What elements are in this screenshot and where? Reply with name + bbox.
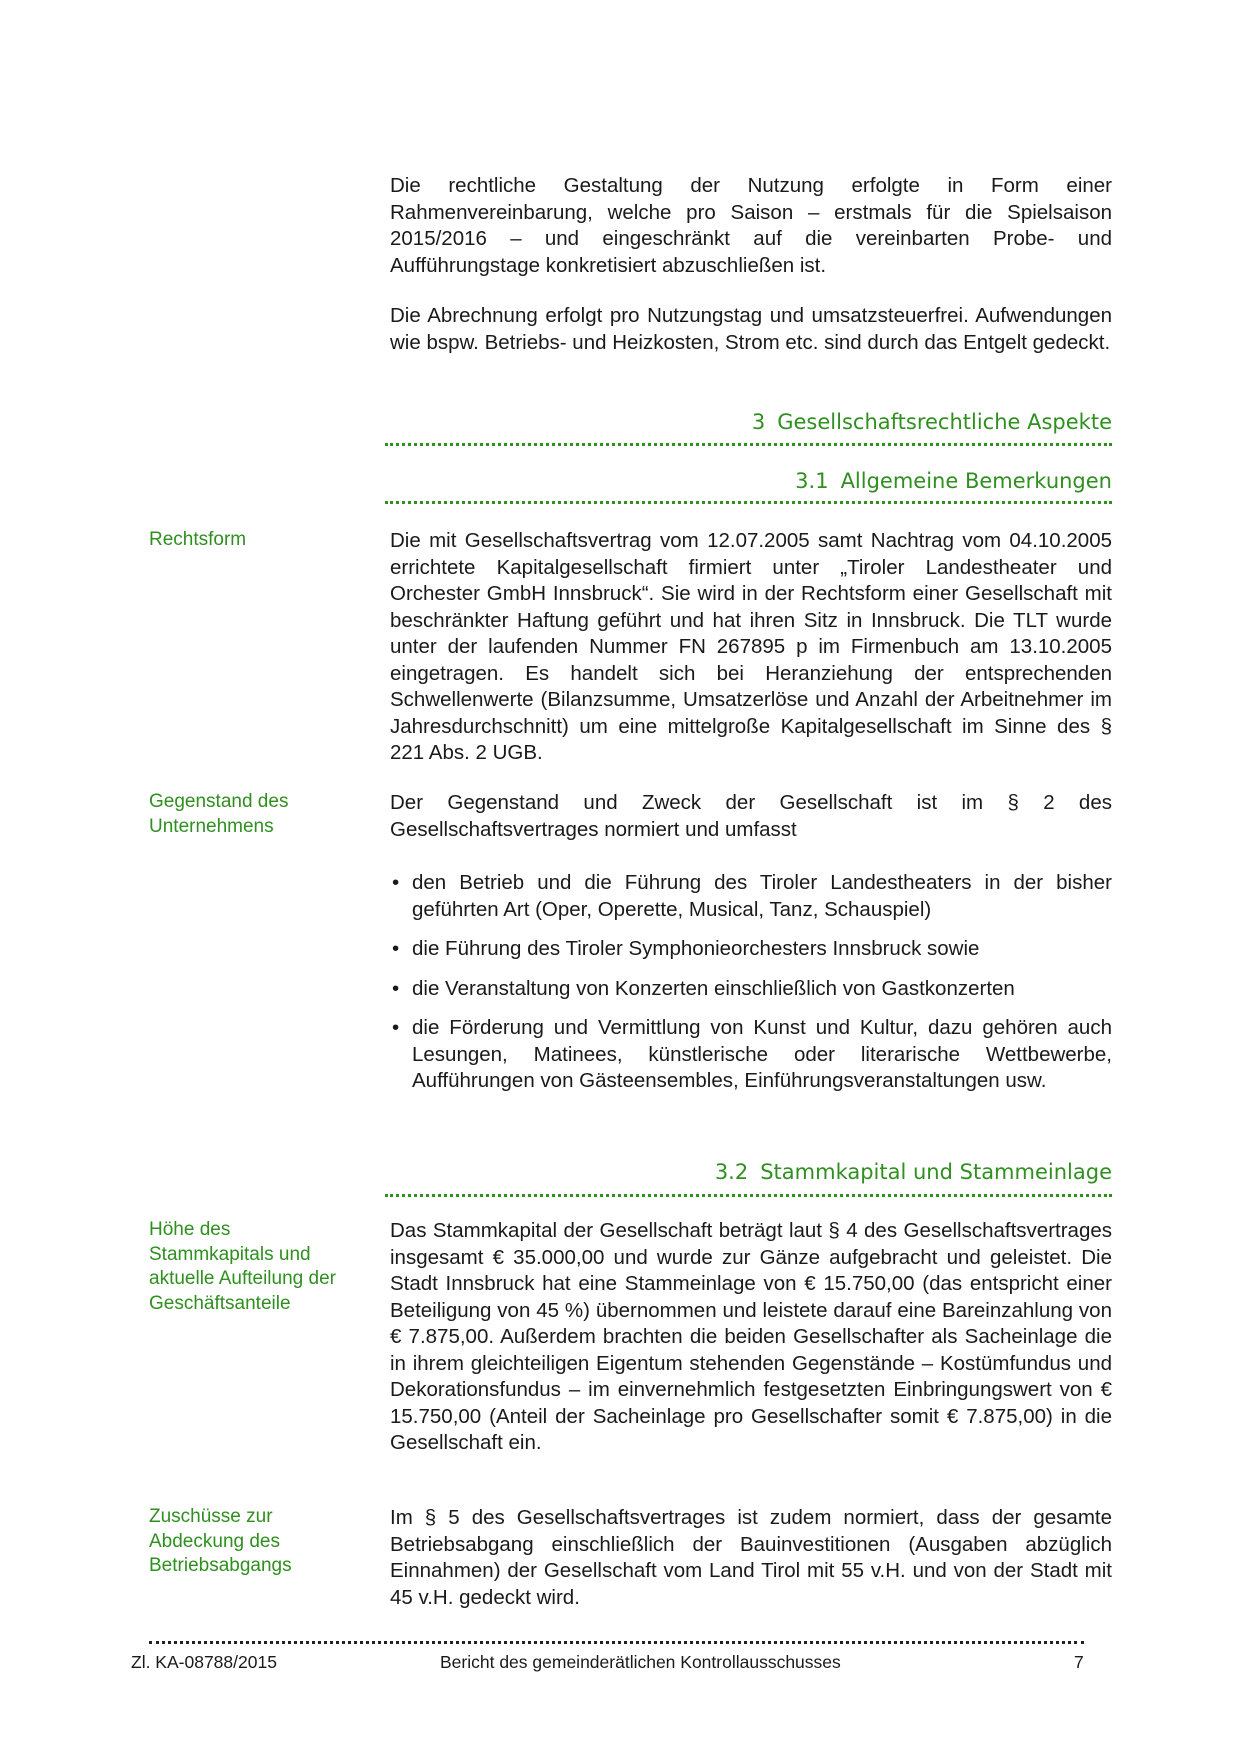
paragraph-abrechnung: Die Abrechnung erfolgt pro Nutzungstag und umsatzsteuerfrei. Aufwendungen wie bspw. Betriebs- und Heizkosten, Strom etc. sind durch das Entgelt gedeckt. <box>390 304 1112 354</box>
paragraph-stammkapital: Das Stammkapital der Gesellschaft beträgt laut § 4 des Gesellschaftsvertrages insgesamt € 35.000,00 und wurde zur Gänze aufgebracht und geleistet. Die Stadt Innsbruck hat eine Stammeinlage von € 15.750,00 (das entspricht einer Beteiligung von 45 %) übernommen und leistete darauf eine Bareinzahlung von € 7.875,00. Außerdem brachten die beiden Gesellschafter als Sacheinlage die in ihrem gleichteiligen Eigentum stehenden Gegenstände – Kostümfundus und Dekorationsfundus – im einvernehmlich festgesetzten Einbringungswert von € 15.750,00 (Anteil der Sacheinlage pro Gesellschafter somit € 7.875,00) in die Gesellschaft ein. <box>390 1219 1112 1454</box>
list-item: • die Führung des Tiroler Symphonieorchesters Innsbruck sowie <box>390 936 1112 963</box>
margin-note-zuschuesse: Zuschüsse zur Abdeckung des Betriebsabgangs <box>149 1506 292 1576</box>
section-heading-3-2 <box>385 1160 1112 1184</box>
margin-note-gegenstand: Gegenstand des Unternehmens <box>149 791 289 837</box>
heading-underline <box>385 1194 1112 1197</box>
section-number: 3.2 <box>714 1160 749 1184</box>
paragraph-rahmenvereinbarung: Die rechtliche Gestaltung der Nutzung erfolgte in Form einer Rahmenvereinbarung, welche pro Saison – erstmals für die Spielsaison 2015/2016 – und eingeschränkt auf die vereinbarten Probe- und Aufführungstage konkretisiert abzuschließen ist. <box>390 174 1112 277</box>
footer-divider <box>149 1641 1084 1644</box>
section-heading-3-1 <box>385 469 1112 493</box>
paragraph-zuschuesse: Im § 5 des Gesellschaftsvertrages ist zudem normiert, dass der gesamte Betriebsabgang einschließlich der Bauinvestitionen (Ausgaben abzüglich Einnahmen) der Gesellschaft vom Land Tirol mit 55 v.H. und von der Stadt mit 45 v.H. gedeckt wird. <box>390 1506 1112 1609</box>
section-number: 3.1 <box>795 469 829 493</box>
section-heading-3 <box>385 410 1112 434</box>
margin-note-stammkapital: Höhe des Stammkapitals und aktuelle Aufteilung der Geschäftsanteile <box>149 1219 336 1314</box>
heading-underline <box>385 501 1112 504</box>
heading-underline <box>385 443 1112 446</box>
footer-reference: Zl. KA-08788/2015 <box>131 1652 277 1672</box>
bullet-icon: • <box>392 1016 400 1039</box>
section-title: Gesellschaftsrechtliche Aspekte <box>777 410 1112 434</box>
section-title: Allgemeine Bemerkungen <box>840 469 1112 493</box>
paragraph-rechtsform: Die mit Gesellschaftsvertrag vom 12.07.2005 samt Nachtrag vom 04.10.2005 errichtete Kapitalgesellschaft firmiert unter „Tiroler Landestheater und Orchester GmbH Innsbruck“. Sie wird in der Rechtsform einer Gesellschaft mit beschränkter Haftung geführt und hat ihren Sitz in Innsbruck. Die TLT wurde unter der laufenden Nummer FN 267895 p im Firmenbuch am 13.10.2005 eingetragen. Es handelt sich bei Heranziehung der entsprechenden Schwellenwerte (Bilanzsumme, Umsatzerlöse und Anzahl der Arbeitnehmer im Jahresdurchschnitt) um eine mittelgroße Kapitalgesellschaft im Sinne des § 221 Abs. 2 UGB. <box>390 529 1112 764</box>
bullet-icon: • <box>392 871 400 894</box>
page-number: 7 <box>1074 1652 1084 1672</box>
section-title: Stammkapital und Stammeinlage <box>760 1160 1112 1184</box>
bullet-icon: • <box>392 976 400 1000</box>
paragraph-gegenstand: Der Gegenstand und Zweck der Gesellschaft ist im § 2 des Gesellschaftsvertrages normiert und umfasst <box>390 791 1112 841</box>
section-number: 3 <box>751 410 766 434</box>
list-item: • die Veranstaltung von Konzerten einschließlich von Gastkonzerten <box>390 976 1112 1003</box>
bullet-icon: • <box>392 937 400 960</box>
list-item: • die Förderung und Vermittlung von Kunst und Kultur, dazu gehören auch Lesungen, Matinees, künstlerische oder literarische Wettbewerbe, Aufführungen von Gästeensembles, Einführungsveranstaltungen usw. <box>392 1016 1112 1092</box>
purpose-list <box>390 870 1112 1108</box>
list-item: • den Betrieb und die Führung des Tiroler Landestheaters in der bisher geführten Art (Oper, Operette, Musical, Tanz, Schauspiel) <box>392 871 1112 921</box>
footer-title: Bericht des gemeinderätlichen Kontrollausschusses <box>440 1652 841 1672</box>
margin-note-rechtsform: Rechtsform <box>149 529 247 550</box>
